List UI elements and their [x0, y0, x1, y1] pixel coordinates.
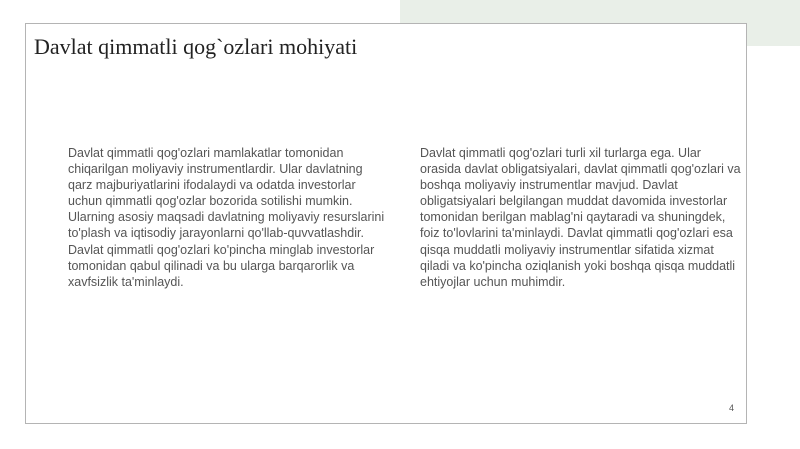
- slide-frame: [25, 23, 747, 424]
- slide-title: Davlat qimmatli qog`ozlari mohiyati: [34, 34, 358, 59]
- right-column-text: Davlat qimmatli qog'ozlari turli xil turlarga ega. Ular orasida davlat obligatsiyalari, davlat qimmatli qog'ozlari va boshqa moliyaviy instrumentlar mavjud. Davlat obligatsiyalari belgilangan muddat davomida investorlar tomonidan berilgan mablag'ni qaytaradi va shuningdek, foiz to'lovlarini ta'minlaydi. Davlat qimmatli qog'ozlari esa qisqa muddatli moliyaviy instrumentlar sifatida xizmat qiladi va ko'pincha oziqlanish yoki boshqa qisqa muddatli ehtiyojlar uchun muhimdir.: [420, 146, 741, 289]
- left-column-text: Davlat qimmatli qog'ozlari mamlakatlar tomonidan chiqarilgan moliyaviy instrumentlardir. Ular davlatning qarz majburiyatlarini ifodalaydi va odatda investorlar uchun qimmatli qog'ozlar bozorida sotilishi mumkin. Ularning asosiy maqsadi davlatning moliyaviy resurslarini to'plash va iqtisodiy jarayonlarni qo'llab-quvvatlashdir. Davlat qimmatli qog'ozlari ko'pincha minglab investorlar tomonidan qabul qilinadi va bu ularga barqarorlik va xavfsizlik ta'minlaydi.: [68, 146, 385, 289]
- page-number: 4: [728, 403, 734, 413]
